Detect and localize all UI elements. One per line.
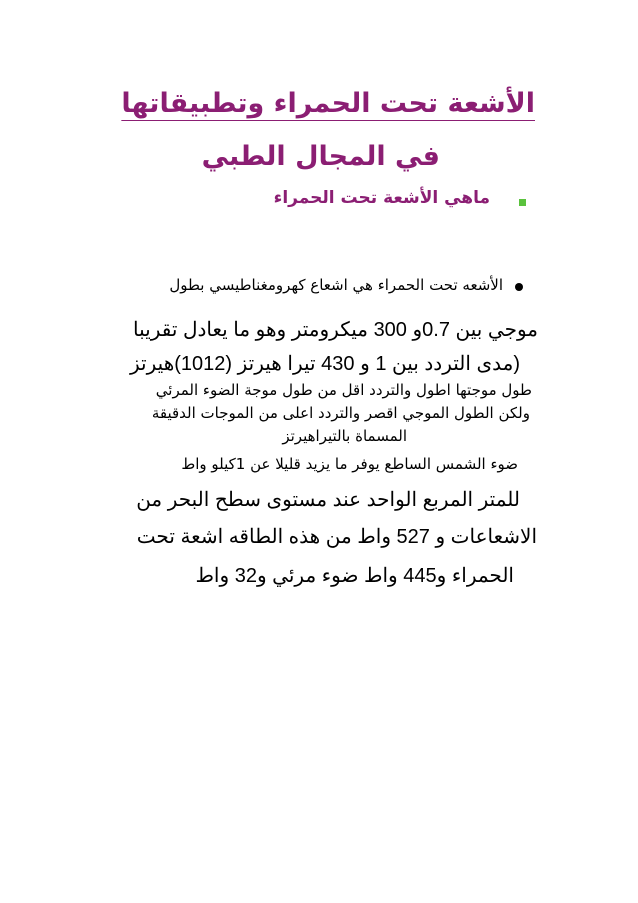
body-line-1: الأشعه تحت الحمراء هي اشعاع كهرومغناطيسي بطول xyxy=(169,276,503,294)
body-line-5: ولكن الطول الموجي اقصر والتردد اعلى من الموجات الدقيقة xyxy=(151,404,530,422)
body-line-3: (مدى التردد بين 1 و 430 تيرا هيرتز (1012)هيرتز xyxy=(130,353,520,375)
document-title-line-2: في المجال الطبي xyxy=(201,141,440,172)
body-line-9: الاشعاعات و 527 واط من هذه الطاقه اشعة تحت xyxy=(136,526,537,548)
round-bullet-icon xyxy=(515,283,523,291)
body-line-7: ضوء الشمس الساطع يوفر ما يزيد قليلا عن 1كيلو واط xyxy=(181,455,518,473)
document-title-line-1: الأشعة تحت الحمراء وتطبيقاتها xyxy=(121,88,535,119)
body-line-2: موجي بين 0.7و 300 ميكرومتر وهو ما يعادل تقريبا xyxy=(133,319,538,341)
section-heading: ماهي الأشعة تحت الحمراء xyxy=(273,188,490,208)
square-bullet-icon xyxy=(519,199,526,206)
body-line-10: الحمراء و445 واط ضوء مرئي و32 واط xyxy=(195,565,514,587)
body-line-4: طول موجتها اطول والتردد اقل من طول موجة الضوء المرئي xyxy=(155,381,532,399)
body-line-6: المسماة بالتيراهيرتز xyxy=(282,427,407,445)
body-line-8: للمتر المربع الواحد عند مستوى سطح البحر من xyxy=(136,489,520,511)
